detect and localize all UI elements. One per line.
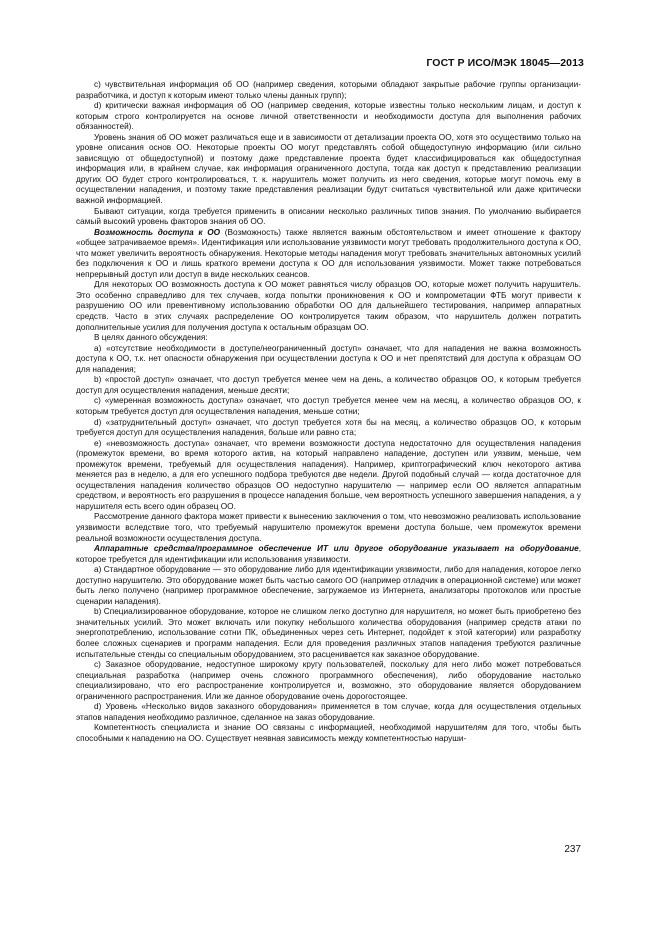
document-body [76,80,581,744]
paragraph-discussion-intro: В целях данного обсуждения: [94,333,208,343]
paragraph-window-of-opportunity [76,228,581,281]
document-header: ГОСТ Р ИСО/МЭК 18045—2013 [426,57,584,69]
paragraph-samples-access: Для некоторых ОО возможность доступа к ОО может равняться числу образцов ОО, которые может получить нарушитель. Это особенно справедливо для тех случаев, когда попытки проникновения к ОО и компрометации ФТБ могут привести к разрушению ОО или превентивному использованию обработки ОО для дальнейшего тестирования, например аппаратных средств. Часто в этих случаях распределение ОО контролируется таким образом, что нарушитель должен потратить дополнительные усилия для получения доступа к остальным образцам ОО. [76,280,581,332]
term-equipment: Аппаратные средства/программное обеспечение ИТ или другое оборудование указывает на оборудование [94,544,579,554]
paragraph-list-d-multiple-bespoke: d) Уровень «Несколько видов заказного оборудования» применяется в том случае, когда для осуществления отдельных этапов нападения необходимо различное, сделанное на заказ оборудование. [76,702,581,722]
paragraph-list-a-unlimited-access: а) «отсутствие необходимости в доступе/неограниченный доступ» означает, что для нападения не важна возможность доступа к ОО, т.к. нет опасности обнаружения при осуществлении доступа к ОО и нет препятствий для доступа к образцам ОО для нападения; [76,343,581,374]
page-number: 237 [564,844,581,855]
paragraph-knowledge-level: Уровень знания об ОО может различаться еще и в зависимости от детализации проекта ОО, хотя это осуществимо только на уровне описания основ ОО. Некоторые проекты ОО могут представлять собой общедоступную информацию (или сильно зависящую от общедоступной) и поэтому даже представление проекта будет классифицироваться как общедоступная информация или, в крайнем случае, как информация ограниченного доступа, тогда как доступ к представлению реализации других ОО будет строго контролироваться, т. к. нарушитель может получить из него сведения, которые могут помочь ему в осуществлении нападения, и поэтому такие представления реализации будут считаться чувствительной или даже критически важной информацией. [76,132,581,206]
paragraph-equipment [76,544,581,565]
paragraph-list-c-moderate-access: с) «умеренная возможность доступа» означает, что доступ требуется менее чем на месяц, а количество образцов ОО, к которым требуется доступ для осуществления нападения, меньше сотни; [76,396,581,416]
paragraph-knowledge-default: Бывают ситуации, когда требуется применить в описании несколько различных типов знания. По умолчанию выбирается самый высокий уровень факторов знания об ОО. [76,206,581,227]
term-window-of-opportunity: Возможность доступа к ОО [94,227,221,237]
paragraph-list-b-specialized-equipment: b) Специализированное оборудование, которое не слишком легко доступно для нарушителя, но может быть приобретено без значительных усилий. Это может включать или покупку небольшого количества оборудования (например средств атаки по энергопотреблению, использование сотни ПК, объединенных через сеть Интернет, подойдет к этой категории) или разработку более сложных сценариев и программ нападения. Если для проведения различных этапов нападения требуются различные испытательные стенды со специальным оборудованием, это расценивается как заказное оборудование. [76,607,581,659]
paragraph-list-d-difficult-access: d) «затруднительный доступ» означает, что доступ требуется хотя бы на месяц, а количество образцов ОО, к которым требуется доступ для осуществления нападения, больше или равно ста; [76,417,581,438]
paragraph-list-e-no-access: е) «невозможность доступа» означает, что времени возможности доступа недостаточно для осуществления нападения (промежуток времени, во время которого актив, на который направлено нападение, доступен или уязвим, меньше, чем промежуток времени, требуемый для осуществления нападения). Например, криптографический ключ некоторого актива меняется раз в неделю, а для его успешного подбора требуются две недели. Другой подобный случай — когда достаточное для осуществления нападения количество образцов ОО недоступно нарушителю — например если ОО является аппаратным средством, и вероятность его разрушения в процессе нападения больше, чем вероятность успешного завершения нападения, а у нарушителя есть всего один образец ОО. [76,438,581,511]
paragraph-body-text: (Возможность) также является важным обстоятельством и имеет отношение к фактору «общее затрачиваемое время». Идентификация или использование уязвимости могут требовать продолжительного доступа к ОО, что может увеличить вероятность обнаружения. Некоторые методы нападения могут требовать значительных автономных усилий без подключения к ОО и лишь краткого времени доступа к ОО для использования уязвимости. Может также потребоваться непрерывный доступ или доступ в виде нескольких сеансов. [76,227,581,279]
paragraph-list-a-standard-equipment: а) Стандартное оборудование — это оборудование либо для идентификации уязвимости, либо для нападения, которое легко доступно нарушителю. Это оборудование может быть частью самого ОО (например отладчик в операционной системе) или может быть легко получено (например программное обеспечение, загружаемое из Интернета, анализаторы протоколов или простые сценарии нападения). [76,565,581,606]
paragraph-list-d-critical: d) критически важная информация об ОО (например сведения, которые известны только нескольким лицам, и доступ к которым строго контролируется на основе личной ответственности и необходимости доступа для выполнения рабочих обязанностей). [76,101,581,132]
paragraph-factor-consideration: Рассмотрение данного фактора может привести к вынесению заключения о том, что невозможно реализовать использование уязвимости вследствие того, что требуемый нарушителю промежуток времени доступа больше, чем промежуток времени реальной возможности осуществления доступа. [76,512,581,543]
paragraph-body-text: , которое требуется для идентификации или использования уязвимости. [76,544,581,564]
paragraph-list-b-easy-access: b) «простой доступ» означает, что доступ требуется менее чем на день, а количество образцов ОО, к которым требуется доступ для осуществления нападения, меньше десяти; [76,375,581,395]
paragraph-expertise: Компетентность специалиста и знание ОО связаны с информацией, необходимой нарушителям для того, чтобы быть способными к нападению на ОО. Существует неявная зависимость между компетентностью наруши- [76,723,581,743]
paragraph-list-c-bespoke-equipment: с) Заказное оборудование, недоступное широкому кругу пользователей, поскольку для него либо может потребоваться специальная разработка (например очень сложного программного обеспечения), либо оборудование настолько специализировано, что его распространение контролируется и, возможно, это оборудование является оборудованием ограниченного распространения. Или же данное оборудование очень дорогостоящее. [76,660,581,701]
paragraph-list-c-sensitive: с) чувствительная информация об ОО (например сведения, которыми обладают закрытые рабочие группы организации-разработчика, и доступ к которым имеют только члены данных групп); [76,80,581,100]
